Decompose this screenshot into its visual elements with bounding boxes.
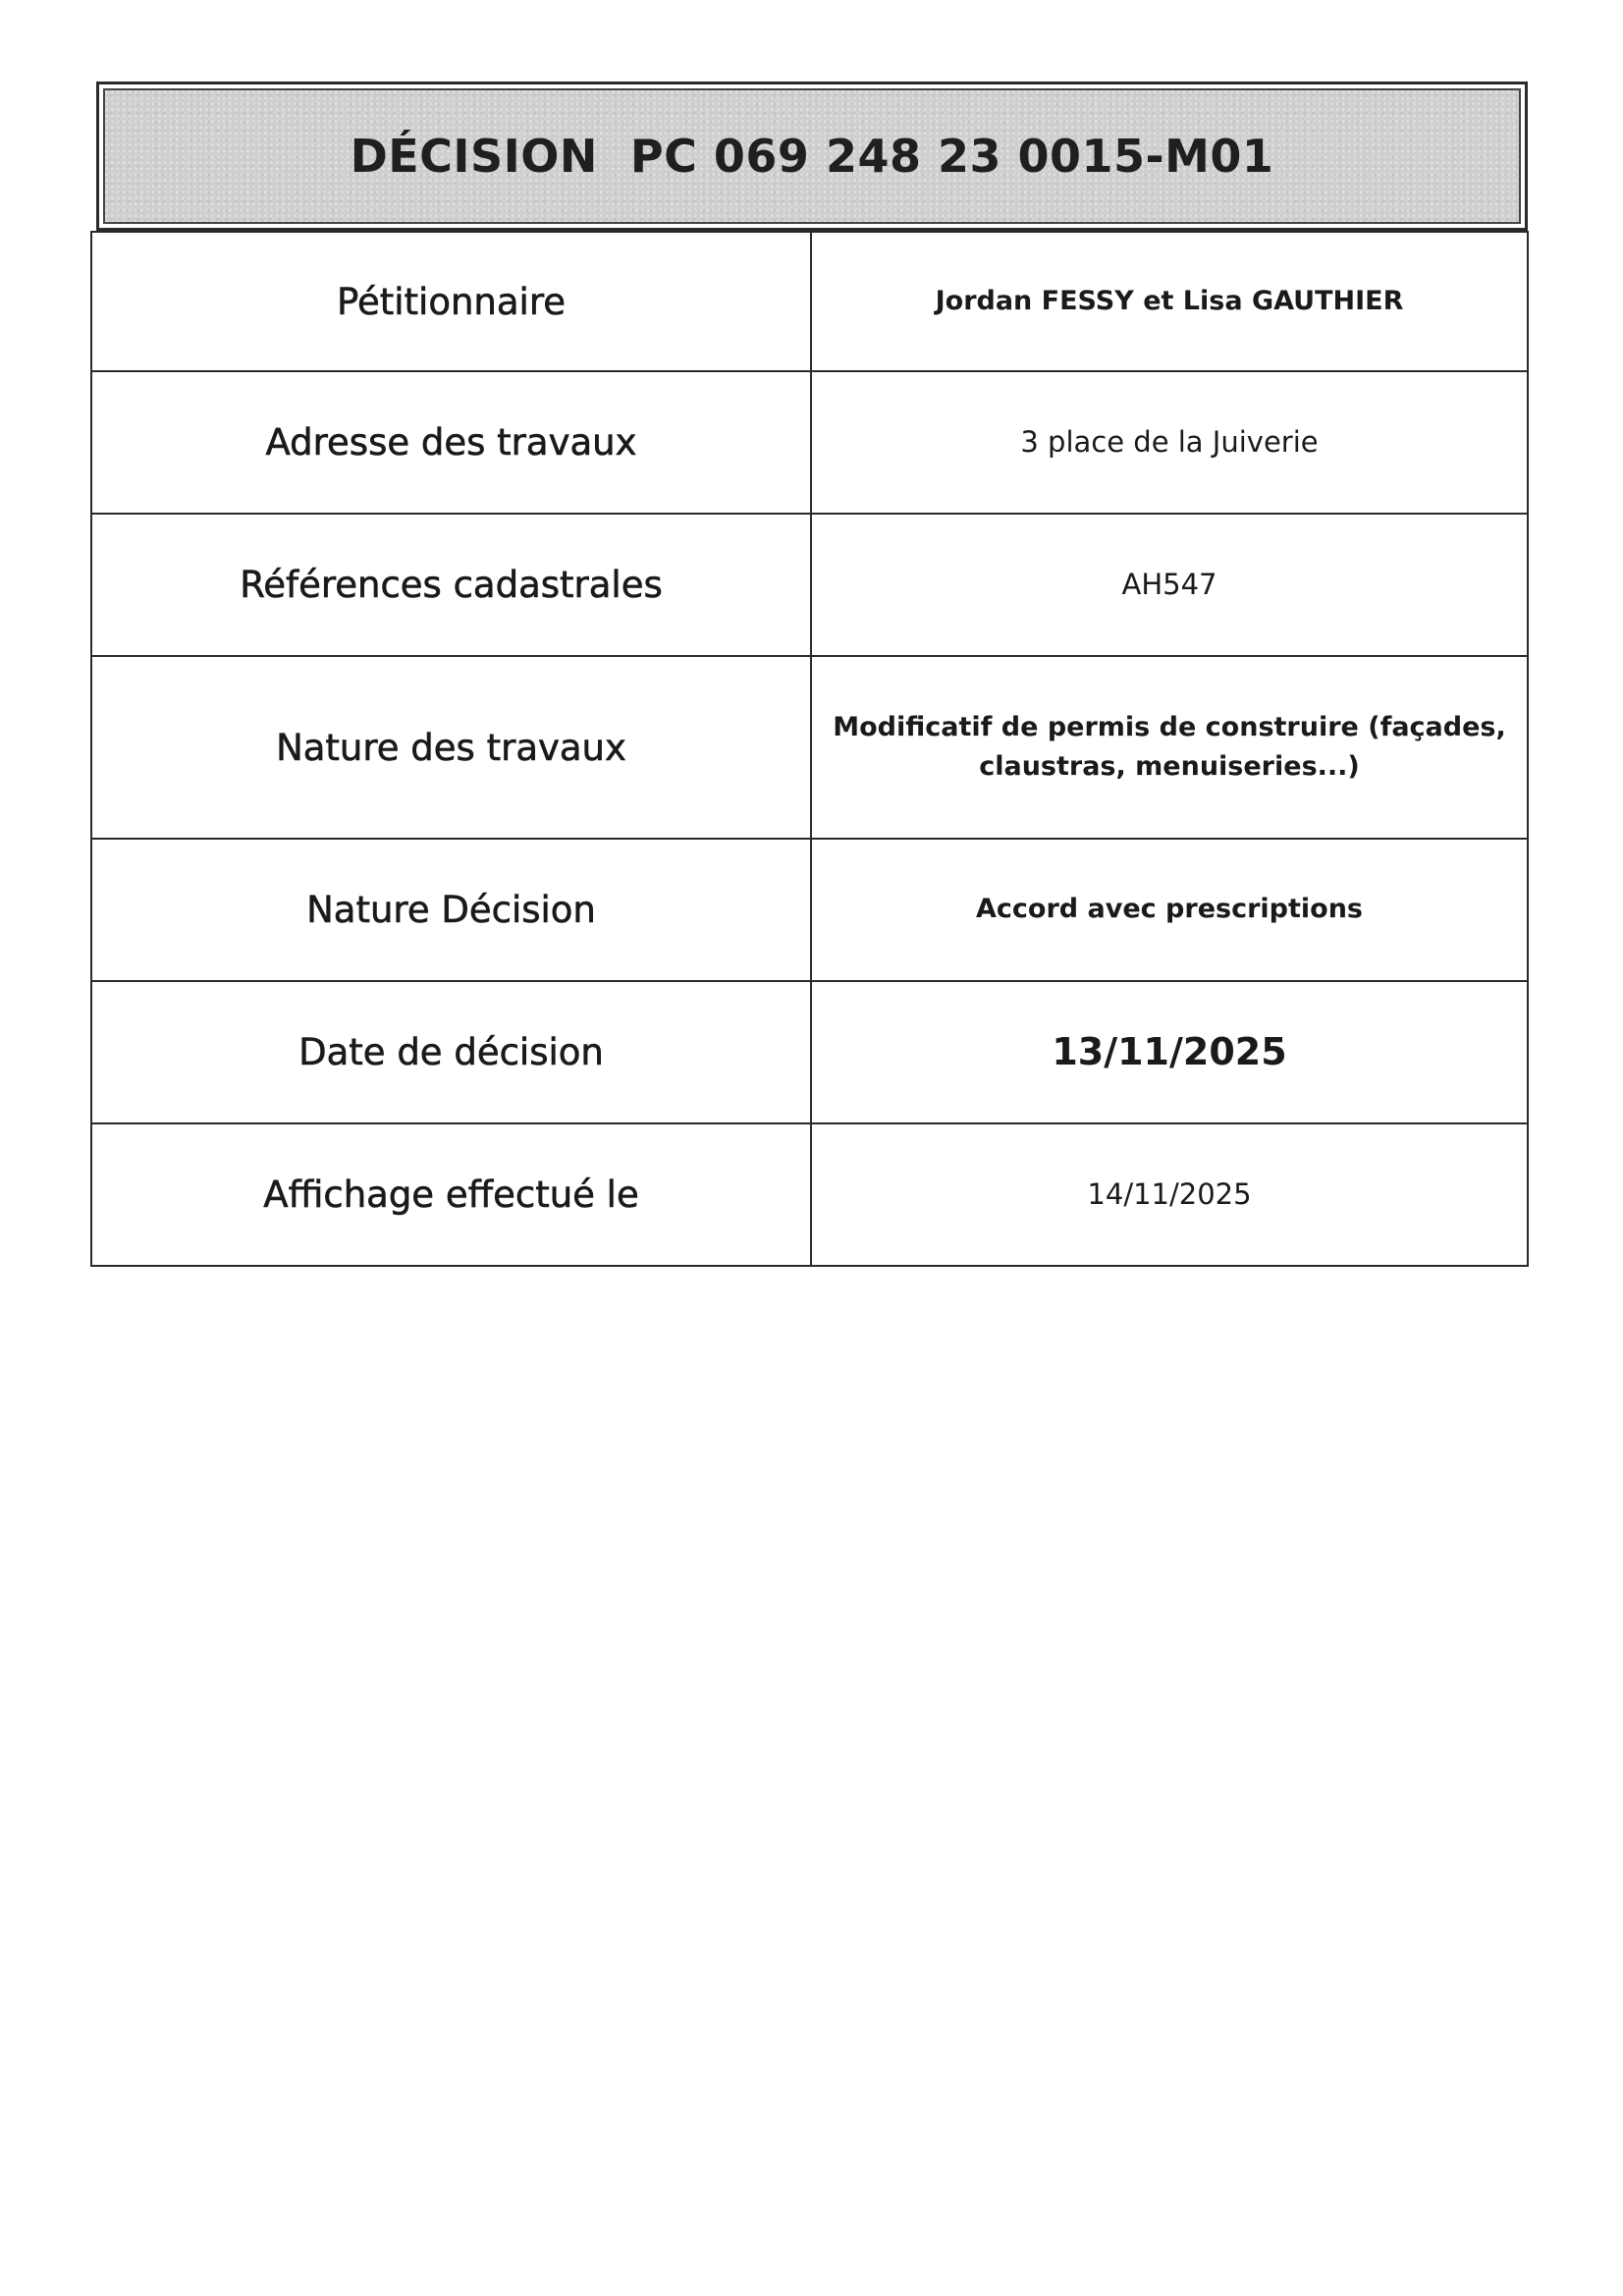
nature-travaux-value: Modificatif de permis de construire (façades, claustras, menuiseries...) xyxy=(811,656,1528,839)
date-decision-label: Date de décision xyxy=(91,981,811,1123)
date-decision-value: 13/11/2025 xyxy=(811,981,1528,1123)
references-value: AH547 xyxy=(811,514,1528,656)
references-label: Références cadastrales xyxy=(91,514,811,656)
decision-details-table xyxy=(90,231,1529,1267)
petitionnaire-label: Pétitionnaire xyxy=(91,232,811,371)
table-row-nature-decision xyxy=(91,839,1528,981)
table-row-adresse xyxy=(91,371,1528,514)
decision-header-band xyxy=(103,88,1521,224)
adresse-value: 3 place de la Juiverie xyxy=(811,371,1528,514)
nature-travaux-label: Nature des travaux xyxy=(91,656,811,839)
nature-decision-value: Accord avec prescriptions xyxy=(811,839,1528,981)
table-row-nature-travaux xyxy=(91,656,1528,839)
nature-decision-label: Nature Décision xyxy=(91,839,811,981)
table-row-date-decision xyxy=(91,981,1528,1123)
table-row-petitionnaire xyxy=(91,232,1528,371)
decision-header xyxy=(96,82,1528,231)
table-row-affichage xyxy=(91,1123,1528,1266)
adresse-label: Adresse des travaux xyxy=(91,371,811,514)
table-row-references xyxy=(91,514,1528,656)
affichage-label: Affichage effectué le xyxy=(91,1123,811,1266)
affichage-value: 14/11/2025 xyxy=(811,1123,1528,1266)
decision-title: DÉCISION PC 069 248 23 0015-M01 xyxy=(350,130,1274,183)
petitionnaire-value: Jordan FESSY et Lisa GAUTHIER xyxy=(811,232,1528,371)
